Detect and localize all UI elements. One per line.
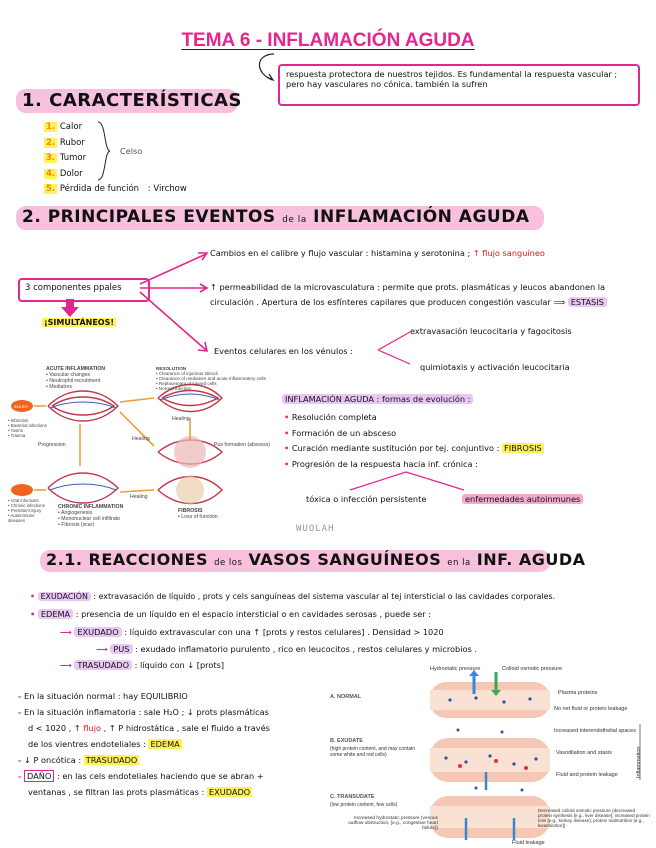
chronic-label: CHRONIC INFLAMMATION • Angiogenesis • Mononuclear cell infiltrate • Fibrosis (scar) <box>58 504 124 528</box>
celso-label: Celso <box>120 146 143 156</box>
down-arrow-icon <box>60 298 80 318</box>
note-oncotica: - ↓ P oncótica : TRASUDADO <box>18 755 138 765</box>
event1: Cambios en el calibre y flujo vascular : histamina y serotonina ; ↑ flujo sanguíneo <box>210 248 545 258</box>
healing3-label: Healing <box>130 494 148 500</box>
fluid-leakage-label: Fluid leakage <box>512 840 545 846</box>
notes: - En la situación normal : hay EQUILIBRIO - En la situación inflamatoria : sale H₂O ; ↓ prots plasmáticas d < 1020 , ↑ flujo , ↑ P hidrostática , sale el fluido a través de los vientres endoteliales : EDEMA - ↓ P oncótica : TRASUDADO - DAÑO : en las cels endoteliales haciendo que se abran + ventanas , se filtran las prots plasmáticas : EXUDADO <box>18 688 314 800</box>
watermark: WUOLAH <box>296 524 335 534</box>
healing-label: Healing <box>132 436 150 442</box>
list-item: 2. Rubor <box>46 137 85 148</box>
colloid-decrease: Decreased colloid osmotic pressure (decreased protein synthesis [e.g., liver disease]; increased protein loss [e.g., kidney disease]; protein malnutrition [e.g., kwashiorkor]) <box>538 808 650 828</box>
note-normal: - En la situación normal : hay EQUILIBRIO <box>18 691 188 701</box>
inflammation-outcomes-figure <box>8 366 272 526</box>
page-title: TEMA 6 - INFLAMACIÓN AGUDA <box>181 30 475 51</box>
evolution-arrows <box>330 470 480 494</box>
list-item: 5. Pérdida de función : Virchow <box>46 184 187 194</box>
injury-causes: • Infarction • Bacterial infections • Toxins • Trauma <box>8 418 47 438</box>
progression-label: Progression <box>38 442 66 448</box>
noleak-label: No net fluid or protein leakage <box>554 706 628 712</box>
pus-line: ⟶ PUS : exudado inflamatorio purulento , rico en leucocitos , restos celulares y microbios . <box>96 644 477 654</box>
components-box: 3 componentes ppales <box>18 278 150 302</box>
definition-box <box>278 64 640 106</box>
inflammation-label: Inflammation <box>636 746 642 778</box>
list-item: 3. Tumor <box>46 153 87 163</box>
components-arrows <box>136 244 216 364</box>
injury-label: INJURY <box>14 404 29 409</box>
evolution-list <box>284 410 544 472</box>
spaces-label: Increased interendothelial spaces <box>554 728 636 734</box>
vaso-label: Vasodilation and stasis <box>556 750 612 756</box>
normal-label: A. NORMAL <box>330 694 362 700</box>
hydro-increase: Increased hydrostatic pressure (venous outflow obstruction, [e.g., congestive heart failure]) <box>348 816 438 831</box>
transudate-label: C. TRANSUDATE <box>330 794 375 800</box>
trasudado-line: ⟶ TRASUDADO : líquido con ↓ [prots] <box>60 660 225 670</box>
exudate-sub: (high protein content, and may contain some white and red cells) <box>330 746 416 758</box>
virchow-label: : Virchow <box>147 184 187 194</box>
note-inflam: - En la situación inflamatoria : sale H₂O ; ↓ prots plasmáticas <box>18 707 269 717</box>
leak-label: Fluid and protein leakage <box>556 772 618 778</box>
colloid-label: Colloid osmotic pressure <box>502 666 563 672</box>
edema-line: • EDEMA : presencia de un líquido en el espacio intersticial o en cavidades serosas , puede ser : <box>30 609 431 619</box>
simultaneos-label: ¡SIMULTÁNEOS! <box>44 318 115 327</box>
exudacion-line: • EXUDACIÓN : extravasación de líquido , prots y cels sanguíneas del sistema vascular al tej intersticial o las cavidades corporales. <box>30 592 556 601</box>
list-item: • Progresión de la respuesta hacia inf. crónica : <box>284 458 478 469</box>
chronic-causes: • Viral infections • Chronic infections • Persistent injury • Autoimmune diseases <box>8 498 45 523</box>
list-item: • Resolución completa <box>284 412 377 422</box>
list-item: • Curación mediante sustitución por tej. conjuntivo : FIBROSIS <box>284 443 542 453</box>
transudate-sub: (low protein content, few cells) <box>330 802 398 808</box>
list-item: • Formación de un absceso <box>284 427 397 438</box>
event3: Eventos celulares en los vénulos : <box>214 346 353 356</box>
section21-heading: 2.1. REACCIONES de los VASOS SANGUÍNEOS en la INF. AGUDA <box>46 550 586 569</box>
healing2-label: Healing <box>172 416 190 422</box>
exudate-label: B. EXUDATE <box>330 738 363 744</box>
celso-brace <box>96 120 116 184</box>
acute-label: ACUTE INFLAMMATION • Vascular changes • Neutrophil recruitment • Mediators <box>46 366 105 390</box>
section2-heading: 2. PRINCIPALES EVENTOS de la INFLAMACIÓN AGUDA <box>22 207 530 227</box>
evolution-title: INFLAMACIÓN AGUDA : formas de evolución : <box>282 394 473 404</box>
exudado-line: ⟶ EXUDADO : líquido extravascular con una ↑ [prots y restos celulares] . Densidad > 1020 <box>60 627 444 637</box>
plasma-label: Plasma proteins <box>558 690 598 696</box>
hydro-label: Hydrostatic pressure <box>430 666 481 672</box>
section1-heading: 1. CARACTERÍSTICAS <box>22 90 242 111</box>
outcome-b: enfermedades autoinmunes <box>462 494 583 504</box>
fibrosis-label: FIBROSIS • Loss of function <box>178 508 218 520</box>
pus-label: Pus formation (abscess) <box>214 442 270 448</box>
event2: ↑ permeabilidad de la microvasculatura : permite que prots. plasmáticas y leucos abandonen la circulación . Apertura de los esfínteres capilares que producen congestión vascular ⟹ ESTASIS <box>210 282 606 307</box>
list-item: 4. Dolor <box>46 168 83 179</box>
resolution-label: RESOLUTION • Clearance of injurious stimuli • Clearance of mediators and acute inflammatory cells • Replacement of injured cells • Normal function <box>156 366 266 391</box>
event3-b: quimiotaxis y activación leucocitaria <box>420 362 570 372</box>
event3-a: extravasación leucocitaria y fagocitosis <box>410 326 572 336</box>
note-dano: - DAÑO : en las cels endoteliales haciendo que se abran + <box>18 771 264 781</box>
list-item: 1. Calor <box>46 122 83 132</box>
vessels-figure <box>326 668 652 846</box>
outcome-a: tóxica o infección persistente <box>306 494 427 504</box>
definition-text: respuesta protectora de nuestros tejidos. Es fundamental la respuesta vascular ; pero hay vasculares no cónica. también la sufren <box>286 69 618 90</box>
